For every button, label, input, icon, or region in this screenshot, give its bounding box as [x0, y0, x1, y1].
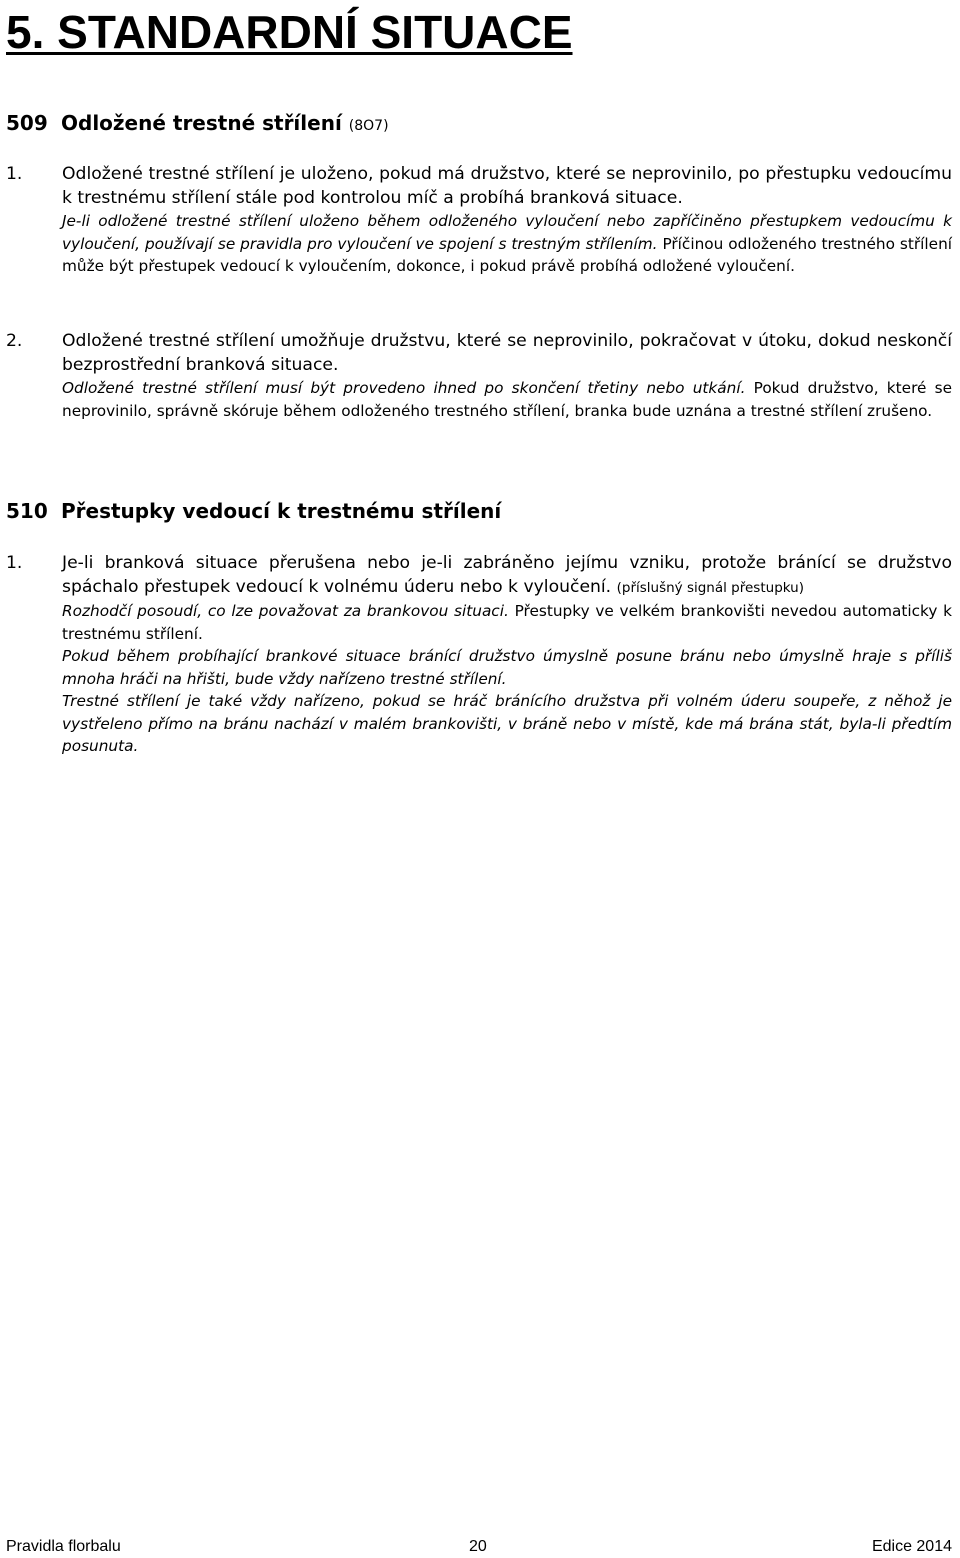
footer-page-number: 20	[469, 1538, 487, 1555]
section-title: Odložené trestné střílení	[61, 111, 342, 135]
interp-sentence: Rozhodčí posoudí, co lze považovat za brankovou situaci.	[62, 602, 515, 620]
rule-number: 2.	[6, 331, 23, 351]
section-title: Přestupky vedoucí k trestnému střílení	[61, 499, 502, 523]
footer-edition: Edice 2014	[871, 1538, 952, 1555]
rule-interpretation	[62, 600, 952, 645]
interp-sentence: Příčinou odloženého trestného střílení může být přestupek vedoucí k vyloučením, dokonce, i pokud právě probíhá odložené vyloučení.	[62, 234, 953, 275]
rule-text-main: Je-li branková situace přerušena nebo je-li zabráněno jejímu vzniku, protože bránící se družstvo spáchalo přestupek vedoucí k volnému úderu nebo k vyloučení.	[62, 553, 952, 597]
section-510-heading	[6, 498, 501, 524]
interp-sentence: Je-li odložené trestné střílení uloženo během odloženého vyloučení nebo zapříčiněno přestupkem vedoucímu k vyloučení, používají se pravidla pro vyloučení ve spojení s trestným střílením.	[62, 212, 952, 253]
section-number: 510	[6, 499, 48, 523]
rule-interpretation: Pokud během probíhající brankové situace bránící družstvo úmyslně posune bránu nebo úmyslně hraje s příliš mnoha hráči na hřišti, bude vždy nařízeno trestné střílení.	[62, 647, 952, 688]
rule-text	[62, 551, 952, 600]
interp-sentence: Přestupky ve velkém brankovišti nevedou automaticky k trestnému střílení.	[62, 602, 952, 643]
section-509-heading	[6, 110, 389, 139]
interp-sentence: Pokud družstvo, které se neprovinilo, správně skóruje během odloženého trestného střílení, branka bude uznána a trestné střílení zrušeno.	[62, 379, 952, 420]
rule-number: 1.	[6, 164, 23, 184]
rule-body	[62, 329, 952, 422]
interp-sentence: Odložené trestné střílení musí být provedeno ihned po skončení třetiny nebo utkání.	[62, 379, 754, 397]
rule-509-2	[6, 329, 952, 422]
rule-510-1	[6, 551, 952, 758]
rule-body	[62, 551, 952, 758]
rule-interpretation	[62, 210, 952, 278]
signal-reference: (příslušný signál přestupku)	[616, 580, 804, 596]
footer-document-name: Pravidla florbalu	[6, 1538, 121, 1555]
rule-text: Odložené trestné střílení je uloženo, pokud má družstvo, které se neprovinilo, po přestupku vedoucímu k trestnému střílení stále pod kontrolou míč a probíhá branková situace.	[62, 164, 952, 208]
rule-interpretation	[62, 377, 952, 422]
rule-text: Odložené trestné střílení umožňuje družstvu, které se neprovinilo, pokračovat v útoku, dokud neskončí bezprostřední branková situace.	[62, 331, 952, 375]
page-footer	[6, 1536, 952, 1558]
chapter-title: 5. STANDARDNÍ SITUACE	[6, 6, 573, 58]
rule-509-1	[6, 162, 952, 278]
rule-interpretation: Trestné střílení je také vždy nařízeno, pokud se hráč bránícího družstva při volném úderu soupeře, z něhož je vystřeleno přímo na bránu nachází v malém brankovišti, v bráně nebo v místě, kde má brána stát, byla-li předtím posunuta.	[62, 692, 952, 755]
section-reference: (8O7)	[348, 118, 389, 134]
section-number: 509	[6, 111, 48, 135]
rule-body	[62, 162, 952, 278]
rule-number: 1.	[6, 553, 23, 573]
